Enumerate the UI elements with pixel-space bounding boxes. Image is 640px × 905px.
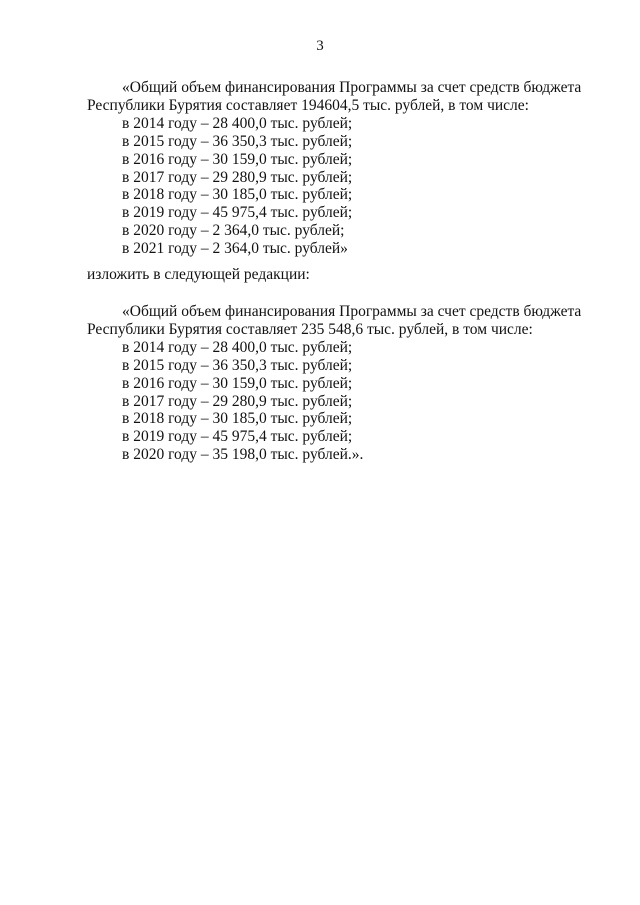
connector-text: изложить в следующей редакции: — [87, 266, 310, 283]
new-intro-line-1: «Общий объем финансирования Программы за счет средств бюджета — [122, 303, 582, 320]
new-funding-paragraph — [87, 303, 582, 464]
new-year-item-2014: в 2014 году – 28 400,0 тыс. рублей; — [122, 338, 353, 356]
old-year-item-2014: в 2014 году – 28 400,0 тыс. рублей; — [122, 114, 353, 132]
old-year-item-2020: в 2020 году – 2 364,0 тыс. рублей; — [122, 222, 345, 240]
old-intro-line-2: Республики Бурятия составляет 194604,5 тыс. рублей, в том числе: — [87, 96, 529, 114]
new-year-item-2017: в 2017 году – 29 280,9 тыс. рублей; — [122, 392, 353, 410]
page-number: 3 — [316, 38, 324, 54]
new-year-item-2016: в 2016 году – 30 159,0 тыс. рублей; — [122, 374, 353, 392]
old-year-item-2019: в 2019 году – 45 975,4 тыс. рублей; — [122, 204, 353, 222]
old-funding-paragraph — [87, 79, 582, 258]
old-intro-line-1: «Общий объем финансирования Программы за счет средств бюджета — [122, 79, 582, 96]
old-year-item-2016: в 2016 году – 30 159,0 тыс. рублей; — [122, 150, 353, 168]
old-year-item-2018: в 2018 году – 30 185,0 тыс. рублей; — [122, 186, 353, 204]
old-year-item-2015: в 2015 году – 36 350,3 тыс. рублей; — [122, 132, 353, 150]
new-year-item-2015: в 2015 году – 36 350,3 тыс. рублей; — [122, 356, 353, 374]
new-year-item-2019: в 2019 году – 45 975,4 тыс. рублей; — [122, 428, 353, 446]
new-intro-line-2: Республики Бурятия составляет 235 548,6 тыс. рублей, в том числе: — [87, 320, 533, 338]
new-year-item-2018: в 2018 году – 30 185,0 тыс. рублей; — [122, 410, 353, 428]
old-year-item-2017: в 2017 году – 29 280,9 тыс. рублей; — [122, 168, 353, 186]
old-year-item-2021: в 2021 году – 2 364,0 тыс. рублей» — [122, 240, 348, 258]
new-year-item-2020: в 2020 году – 35 198,0 тыс. рублей.». — [122, 446, 364, 464]
